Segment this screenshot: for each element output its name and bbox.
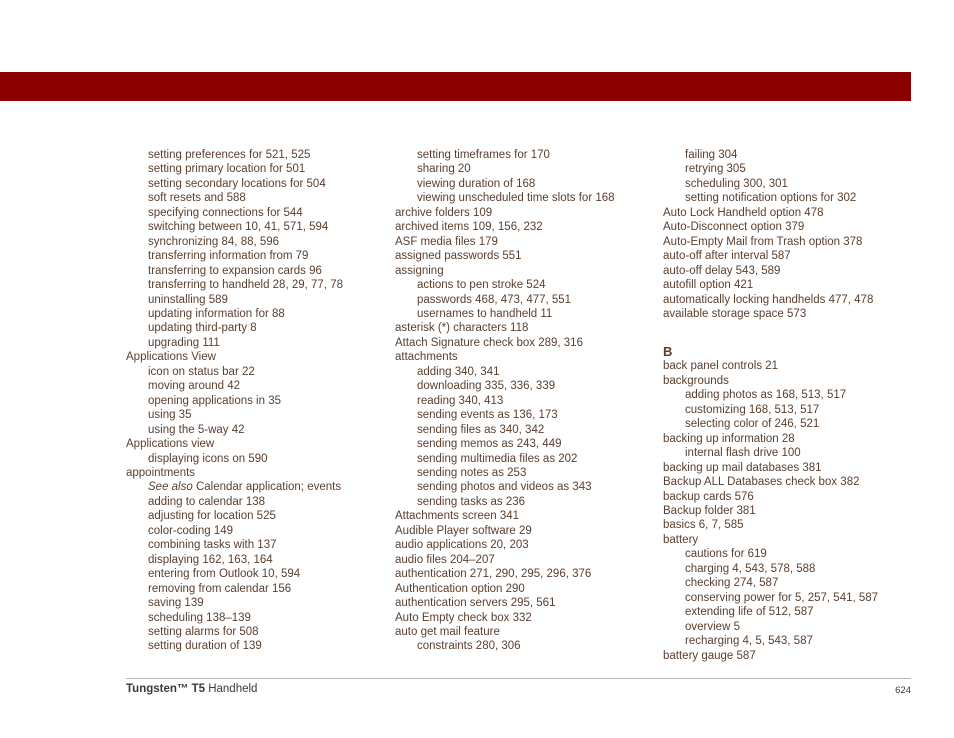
index-entry: Backup ALL Databases check box 382 [663,476,860,489]
index-subentry: setting secondary locations for 504 [148,177,326,190]
index-subentry: using 35 [148,409,192,422]
index-subentry: soft resets and 588 [148,192,246,205]
index-entry: auto-off after interval 587 [663,250,791,263]
section-letter: B [663,344,673,360]
index-entry: auto-off delay 543, 589 [663,264,781,277]
index-entry: Backup folder 381 [663,504,756,517]
index-entry: basics 6, 7, 585 [663,519,744,532]
index-entry: Auto-Empty Mail from Trash option 378 [663,235,863,248]
footer-divider [126,678,911,679]
index-subentry: actions to pen stroke 524 [417,279,546,292]
index-entry: archived items 109, 156, 232 [395,221,543,234]
index-subentry: sending memos as 243, 449 [417,438,562,451]
index-subentry: using the 5-way 42 [148,423,245,436]
index-subentry: extending life of 512, 587 [685,606,814,619]
index-entry: Attachments screen 341 [395,510,520,523]
index-subentry: displaying 162, 163, 164 [148,553,273,566]
section-gap [663,321,923,334]
index-subentry: sending tasks as 236 [417,495,526,508]
index-subentry: reading 340, 413 [417,394,504,407]
index-subentry: adjusting for location 525 [148,510,276,523]
index-subentry: saving 139 [148,597,204,610]
index-subentry: sending multimedia files as 202 [417,452,578,465]
index-subentry: internal flash drive 100 [685,447,801,460]
index-entry: automatically locking handhelds 477, 478 [663,293,874,306]
index-subentry: sharing 20 [417,163,471,176]
index-subentry: retrying 305 [685,163,746,176]
index-entry: battery gauge 587 [663,649,756,662]
index-entry: Applications View [126,351,216,364]
see-also-label: See also [148,481,193,494]
index-entry: Auto Lock Handheld option 478 [663,206,824,219]
index-subentry: switching between 10, 41, 571, 594 [148,221,329,234]
index-subentry: transferring to expansion cards 96 [148,264,322,277]
index-subentry: sending notes as 253 [417,466,527,479]
index-entry: Audible Player software 29 [395,524,532,537]
index-subentry: charging 4, 543, 578, 588 [685,562,816,575]
index-entry: back panel controls 21 [663,360,779,373]
index-entry: Auto-Disconnect option 379 [663,221,805,234]
index-entry: Auto Empty check box 332 [395,611,532,624]
index-subentry: moving around 42 [148,380,241,393]
index-entry: assigning [395,264,444,277]
index-entry: backing up mail databases 381 [663,461,822,474]
index-entry: audio files 204–207 [395,553,495,566]
index-subentry: transferring information from 79 [148,250,309,263]
page-number: 624 [895,685,911,696]
index-entry: ASF media files 179 [395,235,498,248]
index-entry: assigned passwords 551 [395,250,522,263]
index-subentry: setting notification options for 302 [685,192,857,205]
index-column-3 [663,148,923,663]
index-entry: available storage space 573 [663,307,807,320]
index-entry: autofill option 421 [663,279,754,292]
index-subentry: sending events as 136, 173 [417,409,558,422]
index-subentry: overview 5 [685,620,740,633]
index-entry: authentication 271, 290, 295, 296, 376 [395,568,592,581]
index-subentry: customizing 168, 513, 517 [685,403,820,416]
index-entry: Authentication option 290 [395,582,525,595]
index-entry: auto get mail feature [395,625,500,638]
index-entry: asterisk (*) characters 118 [395,322,529,335]
index-entry: audio applications 20, 203 [395,539,529,552]
index-subentry: updating information for 88 [148,307,285,320]
index-subentry: combining tasks with 137 [148,539,277,552]
index-subentry: uninstalling 589 [148,293,228,306]
index-subentry: setting preferences for 521, 525 [148,149,311,161]
index-subentry: opening applications in 35 [148,394,281,407]
index-subentry: adding 340, 341 [417,365,500,378]
index-subentry: constraints 280, 306 [417,640,521,653]
index-subentry: removing from calendar 156 [148,582,292,595]
index-subentry: updating third-party 8 [148,322,257,335]
index-entry: backing up information 28 [663,432,795,445]
index-column-2 [395,148,655,654]
footer-title [126,683,257,695]
index-subentry: sending files as 340, 342 [417,423,545,436]
index-subentry: color-coding 149 [148,524,234,537]
index-subentry: specifying connections for 544 [148,206,303,219]
product-suffix: Handheld [205,683,258,695]
index-subentry: viewing duration of 168 [417,177,536,190]
index-subentry: setting duration of 139 [148,640,262,653]
index-subentry: sending photos and videos as 343 [417,481,592,494]
index-subentry: adding photos as 168, 513, 517 [685,389,847,402]
index-subentry: downloading 335, 336, 339 [417,380,556,393]
index-subentry: entering from Outlook 10, 594 [148,568,301,581]
index-subentry: setting timeframes for 170 [417,149,550,161]
index-subentry: recharging 4, 5, 543, 587 [685,635,813,648]
index-entry: Attach Signature check box 289, 316 [395,336,583,349]
index-entry: backup cards 576 [663,490,754,503]
index-subentry: adding to calendar 138 [148,495,266,508]
index-subentry: checking 274, 587 [685,577,779,590]
index-subentry: usernames to handheld 11 [417,307,553,320]
index-subentry: synchronizing 84, 88, 596 [148,235,280,248]
index-subentry: cautions for 619 [685,548,767,561]
index-entry: backgrounds [663,374,729,387]
index-subentry: setting primary location for 501 [148,163,306,176]
index-subentry: selecting color of 246, 521 [685,418,820,431]
index-entry: Applications view [126,438,215,451]
product-name: Tungsten™ T5 [126,683,206,695]
index-entry: authentication servers 295, 561 [395,597,556,610]
index-subentry: upgrading 111 [148,336,220,349]
index-subentry: transferring to handheld 28, 29, 77, 78 [148,279,344,292]
see-also-target: Calendar application; events [192,481,342,494]
index-subentry: setting alarms for 508 [148,625,259,638]
index-subentry: displaying icons on 590 [148,452,268,465]
index-subentry: failing 304 [685,149,738,161]
index-entry: battery [663,533,699,546]
index-entry: archive folders 109 [395,206,493,219]
index-subentry [126,480,386,494]
index-entry: attachments [395,351,458,364]
index-subentry: viewing unscheduled time slots for 168 [417,192,615,205]
index-subentry: icon on status bar 22 [148,365,255,378]
index-column-1 [126,148,386,654]
index-subentry: scheduling 138–139 [148,611,251,624]
index-subentry: passwords 468, 473, 477, 551 [417,293,572,306]
index-subentry: conserving power for 5, 257, 541, 587 [685,591,879,604]
index-subentry: scheduling 300, 301 [685,177,788,190]
index-entry: appointments [126,466,196,479]
header-banner [0,72,911,101]
